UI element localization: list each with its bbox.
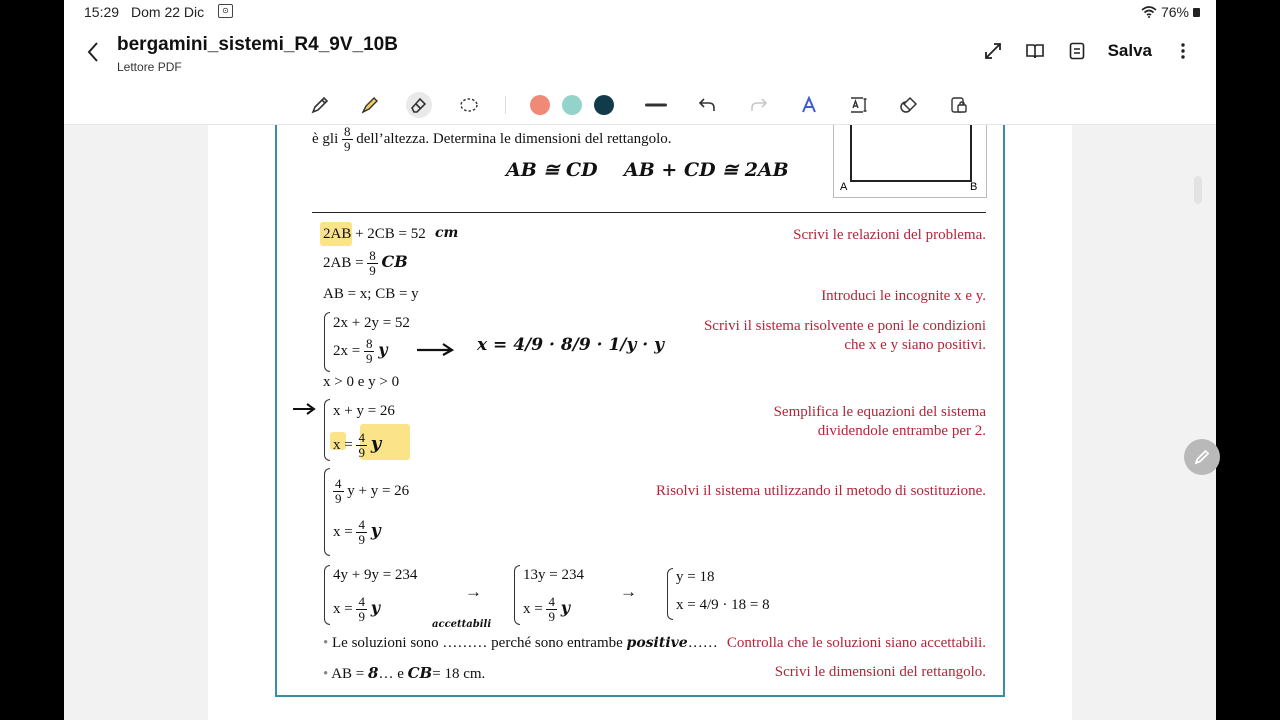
step-arrow-1: → <box>465 582 482 601</box>
solutions-text-b: perché sono entrambe <box>491 635 623 651</box>
system4b-line2 <box>523 595 570 624</box>
problem-fraction <box>342 125 353 154</box>
system4a-line2 <box>333 595 380 624</box>
system1-num: 8 <box>365 336 373 351</box>
pencil-icon <box>1193 448 1211 466</box>
screen-record-icon: ⊙ <box>218 4 233 18</box>
solutions-text-a: Le soluzioni sono ……… <box>332 635 488 651</box>
relation-equation-1: 2AB + 2CB = 52 <box>323 226 426 242</box>
handwritten-congruence-1: AB ≅ CD <box>506 159 598 181</box>
document-icon <box>1069 42 1085 60</box>
hint-simplify-a: Semplifica le equazioni del sistema <box>773 404 986 420</box>
document-title: bergamini_sistemi_R4_9V_10B <box>117 34 398 55</box>
system3-line2-lhs: x = <box>333 523 353 540</box>
system4b-fraction <box>546 595 557 624</box>
book-view-button[interactable] <box>1024 40 1046 62</box>
problem-fraction-num: 8 <box>344 124 351 139</box>
text-box-icon <box>849 96 869 114</box>
system3-line1-den: 9 <box>335 491 342 506</box>
bullet-icon: • <box>323 635 329 651</box>
toolbar-divider <box>505 96 506 114</box>
status-right <box>1141 4 1200 20</box>
handwritten-derivation: x = 4/9 · 8/9 · 1/y · y <box>477 335 665 355</box>
redo-button[interactable] <box>746 92 772 118</box>
system4a-num: 4 <box>358 594 365 609</box>
handwritten-congruence-2: AB + CD ≅ 2AB <box>624 159 789 181</box>
hint-system-1a: Scrivi il sistema risolvente e poni le condizioni <box>703 318 986 334</box>
system4c-line2: x = 4/9 · 18 = 8 <box>676 597 770 613</box>
handwritten-cb-label: CB <box>407 664 433 682</box>
hint-check-solutions: Controlla che le soluzioni siano accettabili. <box>726 635 986 651</box>
app-header <box>64 24 1216 84</box>
redo-icon <box>749 96 769 114</box>
pen-tool[interactable] <box>307 92 333 118</box>
problem-text-b: dell’altezza. Determina le dimensioni del rettangolo. <box>356 130 672 147</box>
problem-text-line <box>312 125 672 154</box>
problem-text-a: è gli <box>312 130 339 147</box>
hint-substitution: Risolvi il sistema utilizzando il metodo di sostituzione. <box>656 483 986 499</box>
system4a-den: 9 <box>358 609 365 624</box>
system3-line2 <box>333 518 381 547</box>
system2-den: 9 <box>358 445 365 460</box>
unknowns-definition: AB = x; CB = y <box>323 286 419 302</box>
eq2-num: 8 <box>369 248 376 263</box>
system1-line2-lhs: 2x = <box>333 342 361 359</box>
text-style-icon <box>800 96 818 114</box>
eq2-fraction <box>367 249 378 278</box>
step-arrow-2: → <box>620 582 637 601</box>
more-vertical-icon <box>1180 42 1186 60</box>
color-swatch-coral[interactable] <box>530 95 550 115</box>
text-style-button[interactable] <box>796 92 822 118</box>
line-thickness-icon <box>645 102 667 108</box>
system1-line1: 2x + 2y = 52 <box>333 315 410 331</box>
eraser-tool[interactable] <box>406 92 432 118</box>
handwritten-accettabili: accettabili <box>432 619 492 630</box>
lasso-tool[interactable] <box>456 92 482 118</box>
text-box-button[interactable] <box>846 92 872 118</box>
expand-button[interactable] <box>982 40 1004 62</box>
system3-line2-fraction <box>356 518 367 547</box>
highlighter-tool[interactable] <box>357 92 383 118</box>
system1-var: y <box>378 339 388 359</box>
system3-line2-var: y <box>370 520 381 541</box>
system1-fraction <box>364 337 375 366</box>
lock-copy-icon <box>949 95 969 115</box>
highlighter-icon <box>360 95 380 115</box>
dimensions-text-c: = 18 cm. <box>432 666 486 682</box>
system-brace-3 <box>324 468 330 556</box>
undo-button[interactable] <box>694 92 720 118</box>
hint-relations: Scrivi le relazioni del problema. <box>793 227 986 243</box>
exercise-frame <box>275 125 1005 697</box>
system3-line1-fraction <box>333 477 344 506</box>
problem-fraction-den: 9 <box>344 139 351 154</box>
system2-line1: x + y = 26 <box>333 403 395 419</box>
system4b-line2-lhs: x = <box>523 600 543 617</box>
rectangle-figure <box>833 125 987 198</box>
system-brace-4a <box>324 565 330 625</box>
handwritten-pointer-arrow-icon <box>291 402 317 416</box>
battery-icon <box>1193 8 1200 17</box>
floating-annotate-button[interactable] <box>1184 439 1220 475</box>
system1-den: 9 <box>365 351 373 366</box>
color-swatch-mint[interactable] <box>562 95 582 115</box>
battery-level: 76% <box>1160 4 1189 20</box>
system-brace-2 <box>324 399 330 461</box>
handwritten-cm: cm <box>435 225 459 241</box>
system3-line1-num: 4 <box>335 476 342 491</box>
system3-line2-den: 9 <box>358 532 365 547</box>
system2-line2-lhs: x = <box>333 436 353 453</box>
chevron-left-icon <box>86 41 100 63</box>
rectangle-shape <box>850 125 972 182</box>
expand-icon <box>984 42 1002 60</box>
system3-line2-num: 4 <box>358 517 365 532</box>
vertex-b-label: B <box>970 181 978 193</box>
shapes-button[interactable] <box>896 92 922 118</box>
system2-var: y <box>370 432 382 454</box>
pdf-page <box>208 125 1072 720</box>
more-button[interactable] <box>1172 40 1194 62</box>
dimensions-text-a: AB = <box>331 666 365 682</box>
status-time: 15:29 <box>84 4 120 20</box>
system4a-line2-lhs: x = <box>333 600 353 617</box>
positivity-conditions: x > 0 e y > 0 <box>323 374 400 390</box>
section-divider <box>312 212 986 213</box>
lock-copy-button[interactable] <box>946 92 972 118</box>
status-bar <box>64 0 1216 24</box>
system3-line1-rest: y + y = 26 <box>347 482 410 499</box>
hint-simplify-b: dividendole entrambe per 2. <box>817 423 986 439</box>
system4c-line1: y = 18 <box>676 569 715 585</box>
eq2-den: 9 <box>369 263 376 278</box>
eraser-icon <box>409 95 429 115</box>
lasso-icon <box>458 95 480 115</box>
document-subtitle: Lettore PDF <box>117 60 182 74</box>
pdf-canvas[interactable] <box>64 125 1216 720</box>
shapes-icon <box>899 96 919 114</box>
annotation-toolbar <box>64 84 1216 125</box>
stroke-width-button[interactable] <box>643 92 669 118</box>
status-date: Dom 22 Dic <box>131 4 205 20</box>
system2-num: 4 <box>358 430 365 445</box>
system4b-den: 9 <box>548 609 555 624</box>
handwritten-positive: positive <box>626 635 688 651</box>
pen-icon <box>310 95 330 115</box>
undo-icon <box>697 96 717 114</box>
back-button[interactable] <box>86 41 108 67</box>
hint-system-1b: che x e y siano positivi. <box>844 337 986 353</box>
system4a-fraction <box>356 595 367 624</box>
hint-unknowns: Introduci le incognite x e y. <box>821 288 986 304</box>
system2-line2 <box>333 431 381 460</box>
system1-line2 <box>333 337 388 366</box>
scroll-indicator[interactable] <box>1194 176 1202 204</box>
dimensions-sentence <box>323 664 485 683</box>
eq2-lhs: 2AB = <box>323 254 364 271</box>
book-icon <box>1025 42 1045 60</box>
system2-fraction <box>356 431 367 460</box>
dimensions-text-b: … e <box>378 666 404 682</box>
bullet-icon: • <box>323 666 329 682</box>
notes-button[interactable] <box>1066 40 1088 62</box>
relation-equation-2 <box>323 249 408 278</box>
system-brace-1 <box>324 312 330 372</box>
system4a-var: y <box>370 597 381 617</box>
solutions-dots: …… <box>687 635 718 651</box>
color-swatch-navy[interactable] <box>594 95 614 115</box>
wifi-icon <box>1141 6 1157 18</box>
system4b-num: 4 <box>548 594 555 609</box>
vertex-a-label: A <box>840 181 848 193</box>
system3-line1 <box>333 477 409 506</box>
header-actions <box>982 40 1194 62</box>
handwritten-ab-value: 8 <box>368 664 379 682</box>
system-brace-4c <box>667 568 673 620</box>
system4a-line1: 4y + 9y = 234 <box>333 567 418 583</box>
hint-dimensions: Scrivi le dimensioni del rettangolo. <box>774 664 986 680</box>
system-brace-4b <box>514 565 520 625</box>
handwritten-arrow-icon <box>415 341 455 357</box>
ipad-screen <box>64 0 1216 720</box>
eq2-handwritten-cb: CB <box>381 251 408 271</box>
save-button[interactable]: Salva <box>1107 41 1152 60</box>
solutions-sentence <box>323 635 718 652</box>
system4b-line1: 13y = 234 <box>523 567 584 583</box>
system4b-var: y <box>560 597 571 617</box>
